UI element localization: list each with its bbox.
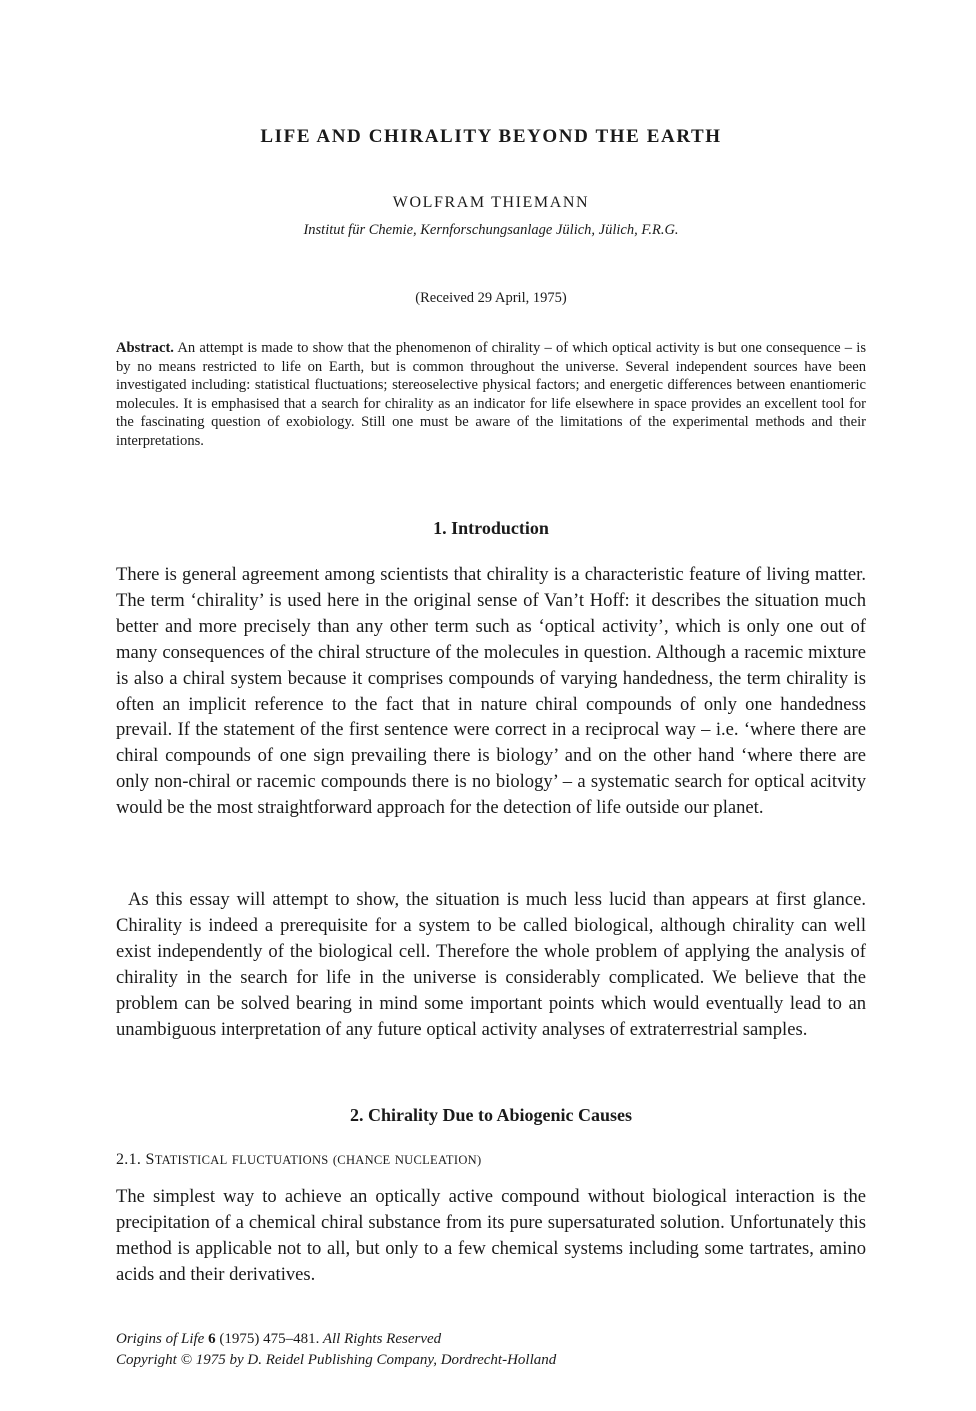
- copyright-line: Copyright © 1975 by D. Reidel Publishing Company, Dordrecht-Holland: [116, 1352, 557, 1368]
- abstract-label: Abstract.: [116, 340, 174, 356]
- subsection-word-4: NUCLEATION): [394, 1153, 482, 1167]
- rights-statement: All Rights Reserved: [322, 1331, 442, 1347]
- subsection-word-3: (CHANCE: [332, 1153, 391, 1167]
- abiogenic-paragraph-1: The simplest way to achieve an optically active compound without biological interaction is the precipitation of a chemical chiral substance from its pure supersaturated solution. Unfortunately this method is applicable not to all, but only to a few chemical systems including some tartrates, amino acids and their derivatives.: [116, 1186, 866, 1285]
- author-affiliation: Institut für Chemie, Kernforschungsanlage Jülich, Jülich, F.R.G.: [303, 222, 679, 238]
- subsection-word-1-rest: TATISTICAL: [154, 1153, 228, 1167]
- journal-volume: 6: [208, 1331, 216, 1347]
- subsection-heading-statistical: [116, 1151, 866, 1169]
- paper-title: LIFE AND CHIRALITY BEYOND THE EARTH: [260, 126, 722, 147]
- subsection-word-2: FLUCTUATIONS: [231, 1153, 329, 1167]
- abstract-text: An attempt is made to show that the phenomenon of chirality – of which optical activity is but one consequence – is by no means restricted to life on Earth, but is common throughout the universe. Several independent sources have been investigated including: statistical fluctuations; stereoselective physical factors; and energetic differences between enantiomeric molecules. It is emphasised that a search for chirality as an indicator for life elsewhere in space provides an excellent tool for the fascinating question of exobiology. Still one must be aware of the limitations of the experimental methods and their interpretations.: [116, 340, 867, 449]
- author-name: WOLFRAM THIEMANN: [392, 194, 590, 211]
- received-date: (Received 29 April, 1975): [415, 290, 567, 306]
- intro-paragraph-1: There is general agreement among scientists that chirality is a characteristic feature of living matter. The term ‘chirality’ is used here in the original sense of Van’t Hoff: it describes the situation much better and more precisely than any other term such as ‘optical activity’, which is only one out of many consequences of the chiral structure of the molecules in question. Although a racemic mixture is also a chiral system because it comprises compounds of varying handedness, the term chirality is often an implicit reference to the fact that in nature chiral compounds of only one handedness prevail. If the statement of the first sentence were correct in a reciprocal way – i.e. ‘where there are chiral compounds of one sign prevailing there is biology’ and on the other hand ‘where there are only non-chiral or racemic compounds there is no biology’ – a systematic search for optical acitvity would be the most straightforward approach for the detection of life outside our planet.: [116, 564, 866, 819]
- footer: [116, 1329, 866, 1371]
- citation-pages: (1975) 475–481.: [219, 1331, 320, 1347]
- citation-line: [116, 1329, 866, 1350]
- subsection-word-1-initial: S: [145, 1151, 155, 1168]
- abstract: [116, 339, 866, 451]
- section-heading-introduction: 1. Introduction: [433, 518, 549, 538]
- journal-name: Origins of Life: [116, 1331, 205, 1347]
- intro-paragraph-2: As this essay will attempt to show, the situation is much less lucid than appears at first glance. Chirality is indeed a prerequisite for a system to be called biological, although chirality can well exist independently of the biological cell. Therefore the whole problem of applying the analysis of chirality in the search for life in the universe is considerably complicated. We believe that the problem can be solved bearing in mind some important points which would eventually lead to an unambiguous interpretation of any future optical activity analyses of extraterrestrial samples.: [116, 889, 866, 1040]
- subsection-number: 2.1.: [116, 1151, 142, 1168]
- section-heading-abiogenic: 2. Chirality Due to Abiogenic Causes: [349, 1105, 632, 1125]
